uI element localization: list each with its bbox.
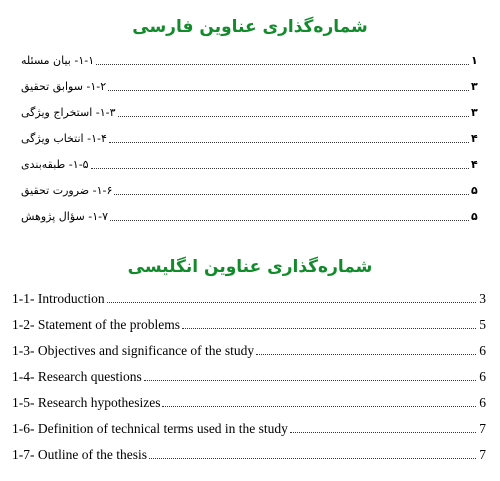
- dot-leader: [109, 142, 469, 143]
- english-toc-row: [12, 445, 486, 463]
- dot-leader: [256, 354, 476, 355]
- toc-entry-title: ۱-۴- انتخاب ویژگی: [21, 132, 107, 145]
- dot-leader: [149, 458, 476, 459]
- dot-leader: [108, 90, 469, 91]
- english-toc-row: [12, 367, 486, 385]
- toc-page-number: ۴: [471, 158, 478, 171]
- toc-entry-title: 1-3- Objectives and significance of the study: [12, 343, 255, 358]
- toc-entry-title: 1-4- Research questions: [12, 369, 142, 384]
- english-toc-row: [12, 393, 486, 411]
- toc-entry-title: 1-2- Statement of the problems: [12, 317, 180, 332]
- toc-entry-title: ۱-۶- ضرورت تحقیق: [21, 184, 113, 197]
- toc-entry-title: ۱-۱- بیان مسئله: [21, 54, 95, 67]
- persian-toc-row: [19, 104, 481, 120]
- persian-toc-row: [19, 52, 481, 68]
- toc-entry-title: ۱-۷- سؤال پژوهش: [21, 210, 108, 223]
- toc-entry-title: 1-1- Introduction: [12, 291, 105, 306]
- dot-leader: [96, 64, 469, 65]
- dot-leader: [182, 328, 476, 329]
- toc-entry-title: 1-7- Outline of the thesis: [12, 447, 147, 462]
- persian-toc-row: [19, 156, 481, 172]
- persian-toc-row: [19, 208, 481, 224]
- dot-leader: [114, 194, 469, 195]
- dot-leader: [91, 168, 469, 169]
- persian-toc-row: [19, 130, 481, 146]
- dot-leader: [144, 380, 477, 381]
- toc-page-number: ۵: [471, 210, 478, 223]
- english-section-heading: شماره‌گذاری عناوین انگلیسی: [127, 257, 373, 277]
- dot-leader: [162, 406, 476, 407]
- persian-toc-row: [19, 182, 481, 198]
- english-toc-row: [12, 341, 486, 359]
- toc-page-number: ۳: [471, 106, 478, 119]
- toc-page-number: 6: [479, 369, 486, 384]
- toc-page-number: 3: [479, 291, 486, 306]
- persian-toc-row: [19, 78, 481, 94]
- toc-page-number: ۳: [471, 80, 478, 93]
- english-toc-row: [12, 315, 486, 333]
- persian-section-heading: شماره‌گذاری عناوین فارسی: [132, 17, 368, 37]
- dot-leader: [118, 116, 469, 117]
- toc-page-number: 5: [479, 317, 486, 332]
- dot-leader: [107, 302, 477, 303]
- english-toc-row: [12, 419, 486, 437]
- toc-page-number: ۱: [471, 54, 478, 67]
- toc-entry-title: ۱-۵- طبقه‌بندی: [21, 158, 89, 171]
- toc-entry-title: 1-6- Definition of technical terms used in the study: [12, 421, 288, 436]
- toc-page-number: ۴: [471, 132, 478, 145]
- toc-page-number: 6: [479, 395, 486, 410]
- english-toc-row: [12, 289, 486, 307]
- toc-page-number: 7: [479, 421, 486, 436]
- dot-leader: [110, 220, 469, 221]
- toc-entry-title: 1-5- Research hypothesizes: [12, 395, 161, 410]
- toc-entry-title: ۱-۳- استخراج ویژگی: [21, 106, 116, 119]
- toc-page-number: 6: [479, 343, 486, 358]
- dot-leader: [290, 432, 476, 433]
- toc-page-number: ۵: [471, 184, 478, 197]
- toc-page-number: 7: [479, 447, 486, 462]
- toc-entry-title: ۱-۲- سوابق تحقیق: [21, 80, 107, 93]
